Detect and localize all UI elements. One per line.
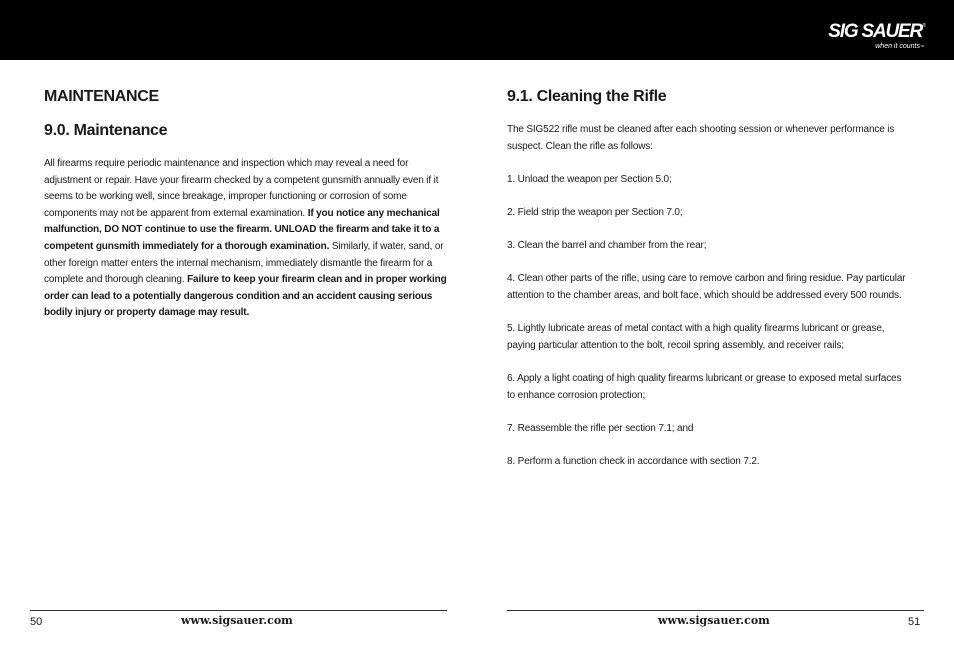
maintenance-warning-1: If you notice any mechanical malfunction, DO NOT continue to use the firearm. UNLOAD the firearm and take it to a competent gunsmith immediately for a thorough examination.: [44, 207, 440, 252]
logo-registered-mark: ®: [922, 23, 926, 29]
section-title-maintenance: 9.0. Maintenance: [44, 122, 168, 139]
footer-url-right: www.sigsauer.com: [658, 614, 770, 627]
cleaning-step: 7. Reassemble the rifle per section 7.1; and: [507, 422, 694, 434]
cleaning-step: 2. Field strip the weapon per Section 7.0;: [507, 206, 683, 218]
chapter-title: MAINTENANCE: [44, 88, 159, 105]
cleaning-step: 3. Clean the barrel and chamber from the rear;: [507, 240, 707, 252]
cleaning-step: 6. Apply a light coating of high quality firearms lubricant or grease to exposed metal surfaces to enhance corrosion protection;: [507, 372, 902, 401]
maintenance-warning-2: Failure to keep your firearm clean and in proper working order can lead to a potentially dangerous condition and an accident causing serious bodily injury or property damage may result.: [44, 274, 447, 319]
cleaning-intro: The SIG522 rifle must be cleaned after each shooting session or whenever performance is suspect. Clean the rifle as follows:: [507, 124, 895, 152]
cleaning-step: 4. Clean other parts of the rifle, using care to remove carbon and firing residue. Pay particular attention to the chamber areas, and bolt face, which should be addressed every 500 rounds.: [507, 273, 906, 301]
maintenance-text-1: All firearms require periodic maintenance and inspection which may reveal a need for adjustment or repair. Have your firearm checked by a competent gunsmith annually even if it seems to be working well, since breakage, improper functioning or corrosion of some components may not be apparent from external examination.: [44, 158, 439, 219]
maintenance-paragraph: [44, 156, 454, 322]
sig-sauer-logo: [828, 21, 926, 54]
cleaning-step: 1. Unload the weapon per Section 5.0;: [507, 173, 672, 185]
footer-url-left: www.sigsauer.com: [181, 614, 293, 627]
right-page-content: [507, 86, 907, 470]
footer-divider-left: [30, 610, 447, 611]
maintenance-text-2: Similarly, if water, sand, or other foreign matter enters the internal mechanism, immediately dismantle the firearm for a complete and thorough cleaning.: [44, 240, 444, 286]
section-title-cleaning: 9.1. Cleaning the Rifle: [507, 88, 667, 105]
cleaning-step: 5. Lightly lubricate areas of metal contact with a high quality firearms lubricant or grease, paying particular attention to the bolt, recoil spring assembly, and receiver rails;: [507, 323, 885, 351]
page-number-left: 50: [30, 616, 43, 628]
page-number-right: 51: [908, 616, 921, 628]
left-page-content: [44, 86, 454, 322]
footer-divider-right: [507, 610, 924, 611]
cleaning-step: 8. Perform a function check in accordance with section 7.2.: [507, 455, 760, 467]
logo-tagline: [875, 43, 924, 51]
header-bar: [0, 0, 954, 60]
logo-tagline-text: when it counts: [875, 43, 920, 50]
logo-wordmark: SIG SAUER: [828, 21, 922, 42]
logo-trademark: ™: [920, 44, 924, 49]
